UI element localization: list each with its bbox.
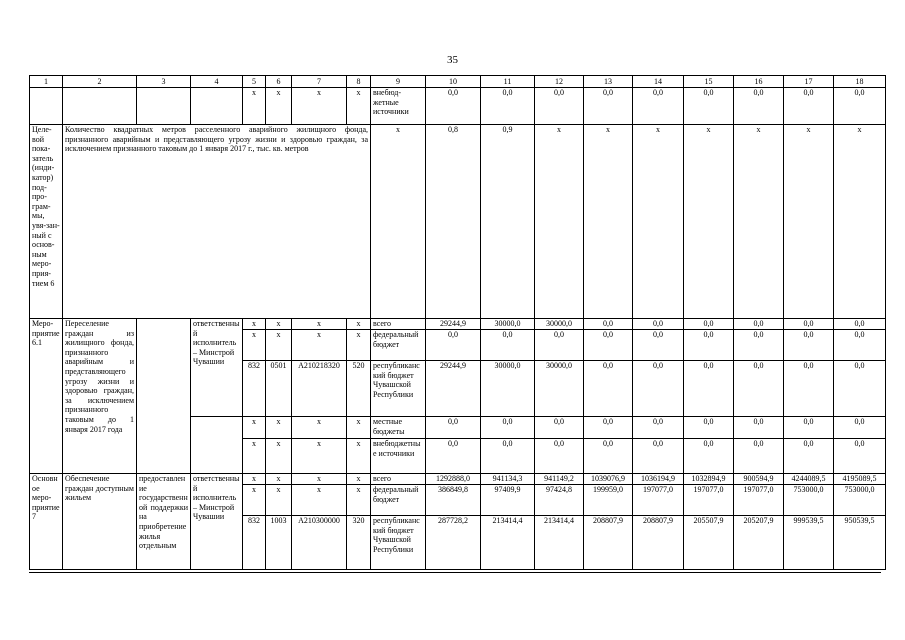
table-cell: 520 [347, 361, 371, 417]
column-header: 8 [347, 76, 371, 88]
value-cell: 0,0 [834, 439, 886, 474]
value-cell: 999539,5 [784, 516, 834, 570]
table-cell: x [243, 439, 266, 474]
table-bottom-border [29, 572, 881, 573]
funding-source: местные бюджеты [371, 417, 426, 439]
value-cell: 287728,2 [426, 516, 481, 570]
value-cell: 0,0 [784, 417, 834, 439]
value-cell: 950539,5 [834, 516, 886, 570]
table-cell: x [347, 319, 371, 330]
value-cell: 0,0 [535, 439, 584, 474]
table-cell: x [266, 88, 292, 125]
table-cell [137, 88, 191, 125]
column-header: 3 [137, 76, 191, 88]
value-cell: 0,0 [535, 330, 584, 361]
value-cell: 0,0 [784, 330, 834, 361]
table-cell [30, 88, 63, 125]
value-cell: 208807,9 [584, 516, 633, 570]
value-cell: x [584, 125, 633, 319]
value-cell: x [535, 125, 584, 319]
measure-label: Меро-приятие 6.1 [30, 319, 63, 474]
value-cell: 900594,9 [734, 474, 784, 485]
value-cell: 0,0 [633, 330, 684, 361]
table-cell: x [266, 485, 292, 516]
value-cell: 0,0 [535, 417, 584, 439]
table-cell [191, 88, 243, 125]
value-cell: 4195089,5 [834, 474, 886, 485]
value-cell: 941134,3 [481, 474, 535, 485]
column-header: 6 [266, 76, 292, 88]
value-cell: 0,0 [426, 417, 481, 439]
table-cell [137, 319, 191, 474]
value-cell: 29244,9 [426, 361, 481, 417]
value-cell: 199959,0 [584, 485, 633, 516]
table-cell: x [266, 439, 292, 474]
value-cell: 0,0 [734, 88, 784, 125]
value-cell: 0,0 [584, 319, 633, 330]
indicator-label: Целе-вой пока-затель (инди-катор) под-про-грам-мы, увя-зан-ный с основ-ным меро-прия-тием 6 [30, 125, 63, 319]
column-header: 18 [834, 76, 886, 88]
column-header: 9 [371, 76, 426, 88]
value-cell: 0,0 [481, 439, 535, 474]
value-cell: 0,0 [684, 88, 734, 125]
table-cell: x [266, 330, 292, 361]
table-cell: 832 [243, 361, 266, 417]
value-cell: 0,0 [584, 88, 633, 125]
funding-source: внебюд-жетные источники [371, 88, 426, 125]
table-cell: x [292, 330, 347, 361]
value-cell: 0,0 [834, 417, 886, 439]
table-cell: x [292, 485, 347, 516]
funding-source: федеральный бюджет [371, 485, 426, 516]
value-cell: 0,0 [684, 417, 734, 439]
table-cell: x [243, 88, 266, 125]
measure-label: Основное меро-приятие 7 [30, 474, 63, 570]
table-cell: x [347, 439, 371, 474]
value-cell: 0,0 [584, 330, 633, 361]
value-cell: x [834, 125, 886, 319]
column-header: 12 [535, 76, 584, 88]
column-header: 5 [243, 76, 266, 88]
value-cell: 0,0 [684, 439, 734, 474]
column-header: 13 [584, 76, 633, 88]
value-cell: 1039076,9 [584, 474, 633, 485]
table-cell: 1003 [266, 516, 292, 570]
value-cell: 0,0 [734, 319, 784, 330]
funding-source: федеральный бюджет [371, 330, 426, 361]
table-row [30, 319, 886, 330]
value-cell: 30000,0 [535, 319, 584, 330]
value-cell: 0,0 [784, 361, 834, 417]
column-header: 1 [30, 76, 63, 88]
table-cell: x [243, 319, 266, 330]
value-cell: 0,0 [734, 417, 784, 439]
indicator-text: Количество квадратных метров расселенного аварийного жилищного фонда, признанного аварийным и представляющего угрозу жизни и здоровью граждан, за исключением признанного таковым до 1 января 2017 г., тыс. кв. метров [63, 125, 371, 319]
value-cell: 0,0 [734, 439, 784, 474]
funding-source: республиканский бюджет Чувашской Республики [371, 516, 426, 570]
column-header: 16 [734, 76, 784, 88]
value-cell: 0,0 [481, 417, 535, 439]
table-cell: x [347, 88, 371, 125]
value-cell: 1032894,9 [684, 474, 734, 485]
column-header: 2 [63, 76, 137, 88]
value-cell: 0,0 [426, 439, 481, 474]
value-cell: 0,0 [784, 319, 834, 330]
value-cell: 0,0 [481, 88, 535, 125]
funding-source: республиканский бюджет Чувашской Республики [371, 361, 426, 417]
page-number: 35 [447, 54, 458, 66]
value-cell: 0,0 [633, 319, 684, 330]
value-cell: 197077,0 [684, 485, 734, 516]
funding-source: всего [371, 474, 426, 485]
value-cell: 0,0 [734, 330, 784, 361]
responsible-executor: ответственный исполнитель – Минстрой Чувашии [191, 319, 243, 417]
table-cell: x [292, 474, 347, 485]
value-cell: 1292888,0 [426, 474, 481, 485]
value-cell: 0,0 [684, 361, 734, 417]
value-cell: 0,8 [426, 125, 481, 319]
value-cell: 0,0 [784, 88, 834, 125]
value-cell: 0,0 [426, 88, 481, 125]
value-cell: 0,0 [633, 361, 684, 417]
value-cell: 205507,9 [684, 516, 734, 570]
table-cell: x [243, 330, 266, 361]
value-cell: 205207,9 [734, 516, 784, 570]
table-cell: x [266, 319, 292, 330]
value-cell: 0,0 [426, 330, 481, 361]
table-cell: 320 [347, 516, 371, 570]
value-cell: 0,0 [834, 361, 886, 417]
table-cell: A210218320 [292, 361, 347, 417]
column-header: 4 [191, 76, 243, 88]
value-cell: 197077,0 [734, 485, 784, 516]
table-cell: A210300000 [292, 516, 347, 570]
table-cell: x [243, 474, 266, 485]
value-cell: 213414,4 [481, 516, 535, 570]
value-cell: 0,0 [535, 88, 584, 125]
column-header: 15 [684, 76, 734, 88]
value-cell: x [784, 125, 834, 319]
column-header: 17 [784, 76, 834, 88]
table-cell: x [292, 88, 347, 125]
value-cell: 0,0 [834, 319, 886, 330]
value-cell: 0,0 [584, 439, 633, 474]
value-cell: 1036194,9 [633, 474, 684, 485]
column-header: 10 [426, 76, 481, 88]
column-header: 14 [633, 76, 684, 88]
indicator-row [30, 125, 886, 319]
measure-name: Переселение граждан из жилищного фонда, признанного аварийным и представляющего угрозу жизни и здоровью граждан, за исключением признанного таковым до 1 января 2017 года [63, 319, 137, 474]
funding-source: всего [371, 319, 426, 330]
table-row [30, 474, 886, 485]
measure-name: Обеспечение граждан доступным жильем [63, 474, 137, 570]
table-cell: x [243, 485, 266, 516]
table-cell: 0501 [266, 361, 292, 417]
table-cell [191, 417, 243, 474]
value-cell: 0,0 [684, 330, 734, 361]
measure-goal: предоставление государственной поддержки на приобретение жилья отдельным [137, 474, 191, 570]
column-header: 7 [292, 76, 347, 88]
value-cell: 0,0 [633, 88, 684, 125]
value-cell: x [633, 125, 684, 319]
table-cell: x [347, 330, 371, 361]
value-cell: 0,0 [584, 361, 633, 417]
value-cell: 0,0 [633, 417, 684, 439]
value-cell: 30000,0 [535, 361, 584, 417]
funding-source: внебюджетные источники [371, 439, 426, 474]
table-cell: x [347, 417, 371, 439]
value-cell: 0,0 [684, 319, 734, 330]
column-header: 11 [481, 76, 535, 88]
program-table [29, 75, 886, 570]
value-cell: 97424,8 [535, 485, 584, 516]
value-cell: 0,0 [633, 439, 684, 474]
value-cell: 213414,4 [535, 516, 584, 570]
value-cell: 0,0 [834, 88, 886, 125]
value-cell: x [684, 125, 734, 319]
value-cell: 30000,0 [481, 319, 535, 330]
table-row [30, 88, 886, 125]
header-row [30, 76, 886, 88]
table-cell: x [347, 474, 371, 485]
table-cell: x [243, 417, 266, 439]
table-cell: x [347, 485, 371, 516]
table-cell: x [292, 439, 347, 474]
value-cell: x [734, 125, 784, 319]
value-cell: 97409,9 [481, 485, 535, 516]
value-cell: 753000,0 [784, 485, 834, 516]
value-cell: 0,9 [481, 125, 535, 319]
table-cell: 832 [243, 516, 266, 570]
value-cell: 30000,0 [481, 361, 535, 417]
value-cell: 208807,9 [633, 516, 684, 570]
value-cell: 197077,0 [633, 485, 684, 516]
value-cell: 941149,2 [535, 474, 584, 485]
table-cell: x [266, 474, 292, 485]
table-cell: x [292, 417, 347, 439]
value-cell: 386849,8 [426, 485, 481, 516]
table-cell: x [266, 417, 292, 439]
value-cell: 0,0 [834, 330, 886, 361]
value-cell: 0,0 [584, 417, 633, 439]
value-cell: 0,0 [784, 439, 834, 474]
responsible-executor: ответственный исполнитель – Минстрой Чувашии [191, 474, 243, 570]
table-cell: x [292, 319, 347, 330]
value-cell: 29244,9 [426, 319, 481, 330]
value-cell: 0,0 [481, 330, 535, 361]
value-cell: 4244089,5 [784, 474, 834, 485]
table-cell: x [371, 125, 426, 319]
value-cell: 753000,0 [834, 485, 886, 516]
value-cell: 0,0 [734, 361, 784, 417]
table-cell [63, 88, 137, 125]
